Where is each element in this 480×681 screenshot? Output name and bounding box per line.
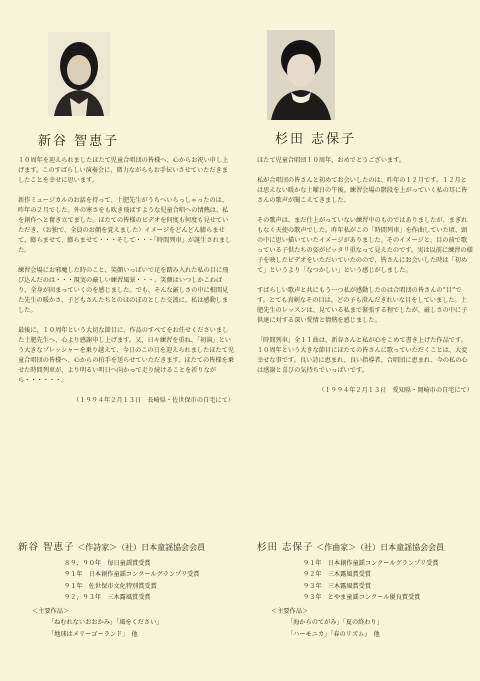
essay-paragraph: すばらしい歌声と共にもう一つ私が感動したのは合唱団の皆さんの“目”です。とても真剣なその目は、どの子も澄んだきれいな目をしていました。土肥先生のレッスンは、見ている私まで緊張する程でしたが、厳しさの中に子供達に対する深い愛情と情熱を感じました。 bbox=[257, 287, 468, 324]
works-heading: ＜主要作品＞ bbox=[32, 607, 70, 615]
works-item: 「ねむれないおおかみ」「風をください」 bbox=[48, 619, 163, 626]
award-item: ９１年 日本創作童謡コンクールグランプリ受賞 bbox=[303, 559, 439, 567]
works-item: 「ハーモニカ」「春のリズム」 他 bbox=[287, 630, 380, 638]
essay-paragraph: １０周年を迎えられましたほたて児童合唱団の皆様へ、心からお祝い申し上げます。このすばらしい演奏会に、微力ながらもお手伝いさせていただきましたことを幸せに思います。 bbox=[18, 157, 229, 184]
essay-date: （１９９４年２月１３日 長崎県・佐世保市の自宅にて） bbox=[73, 397, 234, 404]
author-name-sugita: 杉田 志保子 bbox=[275, 132, 357, 147]
essay-sugita bbox=[257, 156, 473, 406]
essay-shinya bbox=[18, 156, 234, 416]
profile-heading bbox=[18, 542, 234, 554]
essay-paragraph: 最後に、１０周年という大切な節目に、作品のすべてをお任せくださいました土肥先生へ、心より感謝申し上げます。又、日々練習を重ね、「初演」という大きなプレッシャーを乗り越えて、今日のこの日を迎えられましたほたて児童合唱団の皆様へ、心からの拍手を送らせていただきます。ほたての皆様を乗せた時間列車が、より明るい明日へ向かって走り続けることを祈りながら・・・・・・。 bbox=[18, 327, 235, 384]
works-item: 「地球はメリーゴーランド」 他 bbox=[48, 630, 138, 638]
portrait-sugita bbox=[267, 30, 335, 120]
essay-paragraph: その歌声は、まだ仕上がっていない練習中のものではありましたが、まぎれもなく天使の歌声でした。昨年私がこの「時間列車」を作曲していた頃、頭の中に思い描いていたイメージがありました。そのイメージと、目の前で歌っている子供たちの姿がピッタリ重なって見えたのです。実は以前に練習の様子を映したビデオをいただいていたのので、皆さんにお会いした時は「初めて」というより「なつかしい」という感じがしました。 bbox=[257, 217, 473, 274]
award-item: ９１年 佐世保市文化特別賞受賞 bbox=[64, 582, 157, 590]
profile-name: 杉田 志保子 bbox=[257, 542, 314, 553]
profile-shinya bbox=[18, 542, 234, 640]
award-item: ９３年 三木露風賞受賞 bbox=[303, 582, 372, 590]
author-name-shinya: 新谷 智恵子 bbox=[38, 134, 120, 149]
profile-name: 新谷 智恵子 bbox=[18, 542, 75, 553]
award-item: ９２年 三木露風賞受賞 bbox=[303, 571, 372, 578]
award-item: ９１年 日本創作童謡コンクールグランプリ受賞 bbox=[64, 571, 200, 578]
profile-role: ＜作詩家＞（社）日本童謡協会会員 bbox=[77, 543, 206, 552]
award-item: ８９，９０年 毎日童謡賞受賞 bbox=[64, 559, 151, 567]
profile-role: ＜作曲家＞（社）日本童謡協会会員 bbox=[316, 543, 445, 552]
works-heading: ＜主要作品＞ bbox=[271, 607, 309, 615]
profile-sugita bbox=[257, 542, 473, 640]
award-item: ９２，９３年 三木露風賞受賞 bbox=[64, 594, 151, 601]
essay-paragraph: 私が合唱団の皆さんと初めてお会いしたのは、昨年の１２月です。１２月とは思えない暖かな土曜日の午後。練習会場の階段を上がっていく私の耳に皆さんの歌声が聞こえてきました。 bbox=[257, 177, 468, 204]
essay-date: （１９９４年２月１３日 愛知県・岡崎市の自宅にて） bbox=[318, 387, 473, 394]
portrait-shinya bbox=[48, 32, 110, 116]
award-item: ９３年 とやま童謡コンクール優良賞受賞 bbox=[303, 594, 421, 601]
essay-paragraph: ほたて児童合唱団１０周年、おめでとうございます。 bbox=[257, 157, 406, 164]
profile-heading bbox=[257, 542, 473, 554]
works-item: 「海からのてがみ」「夏の終わり」 bbox=[287, 619, 383, 626]
essay-paragraph: 「時間列車」全１１曲は、新谷さんと私が心をこめて書き上げた作品です。１０周年という大きな節目にほたての皆さんに歌っていただくことは、大変幸せな事です。良い詩に恵まれ、良い指導者、合唱団に恵まれ、今の私の心は感謝と喜びの気持ちでいっぱいです。 bbox=[257, 337, 468, 374]
essay-paragraph: 練習会場にお邪魔した時のこと、笑顔いっぱいで足を踏み入れた私の目に飛び込んだのは・・・現実の厳しい練習風景・・・。笑顔はいつしかこわばり、全身が固まっていくのを感じました。でも、そんな厳しさの中に根間見た先生の暖かさ、子どもさんたちとのほのぼのとした交流に、私は感動しました。 bbox=[18, 267, 229, 314]
essay-paragraph: 新作ミュージカルのお話を持って、土肥先生がうちへいらっしゃったのは、昨年の２月でした。外の寒さをも吹き飛ばすような児童合唱への情熱は、私を創作へと奮き立てました。ほたての皆様のビデオを何度も何度も見せていただき、（お独で、全員のお顔を覚えました）イメージをどんどん膨らませて、膨らませて、膨らませて・・・そして・・・「時間列車」が誕生されました。 bbox=[18, 197, 232, 254]
